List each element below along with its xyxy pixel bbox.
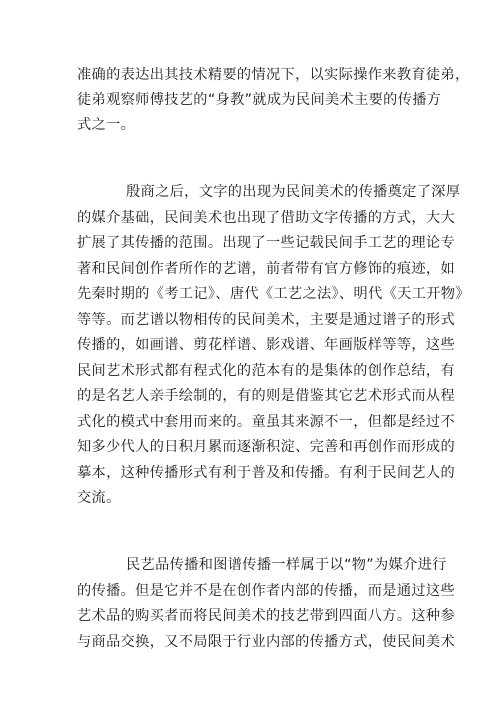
- text-line: 的传播。但是它并不是在创作者内部的传播，而是通过这些: [77, 583, 455, 599]
- text-line: 交流。: [77, 490, 121, 506]
- text-line: 艺术品的购买者而将民间美术的技艺带到四面八方。这种参: [77, 608, 455, 624]
- text-line: 民间艺术形式都有程式化的范本有的是集体的创作总结，有: [77, 363, 455, 379]
- text-line: 扩展了其传播的范围。出现了一些记载民间手工艺的理论专: [77, 235, 455, 251]
- text-line: 徒弟观察师傅技艺的“身教”就成为民间美术主要的传播方: [77, 92, 442, 108]
- text-line: 等等。而艺谱以物相传的民间美术，主要是通过谱子的形式: [77, 312, 455, 328]
- text-line: 民艺品传播和图谱传播一样属于以“物”为媒介进行: [126, 557, 447, 573]
- text-line: 殷商之后，文字的出现为民间美术的传播奠定了深厚: [126, 184, 461, 200]
- text-line: 与商品交换，又不局限于行业内部的传播方式，使民间美术: [77, 634, 455, 650]
- text-line: 的媒介基础，民间美术也出现了借助文字传播的方式，大大: [77, 210, 455, 226]
- text-line: 知多少代人的日积月累而逐渐积淀、完善和再创作而形成的: [77, 439, 455, 455]
- text-line: 准确的表达出其技术精要的情况下，以实际操作来教育徒弟，: [77, 67, 470, 83]
- text-line: 先秦时期的《考工记》、唐代《工艺之法》、明代《天工开物》: [77, 286, 470, 302]
- text-line: 传播的，如画谱、剪花样谱、影戏谱、年画版样等等，这些: [77, 337, 455, 353]
- text-line: 式化的模式中套用而来的。童虽其来源不一，但都是经过不: [77, 414, 455, 430]
- text-line: 著和民间创作者所作的艺谱，前者带有官方修饰的痕迹，如: [77, 261, 455, 277]
- text-line: 摹本，这种传播形式有利于普及和传播。有利于民间艺人的: [77, 465, 455, 481]
- text-line: 式之一。: [77, 117, 136, 133]
- text-line: 的是名艺人亲手绘制的，有的则是借鉴其它艺术形式而从程: [77, 388, 455, 404]
